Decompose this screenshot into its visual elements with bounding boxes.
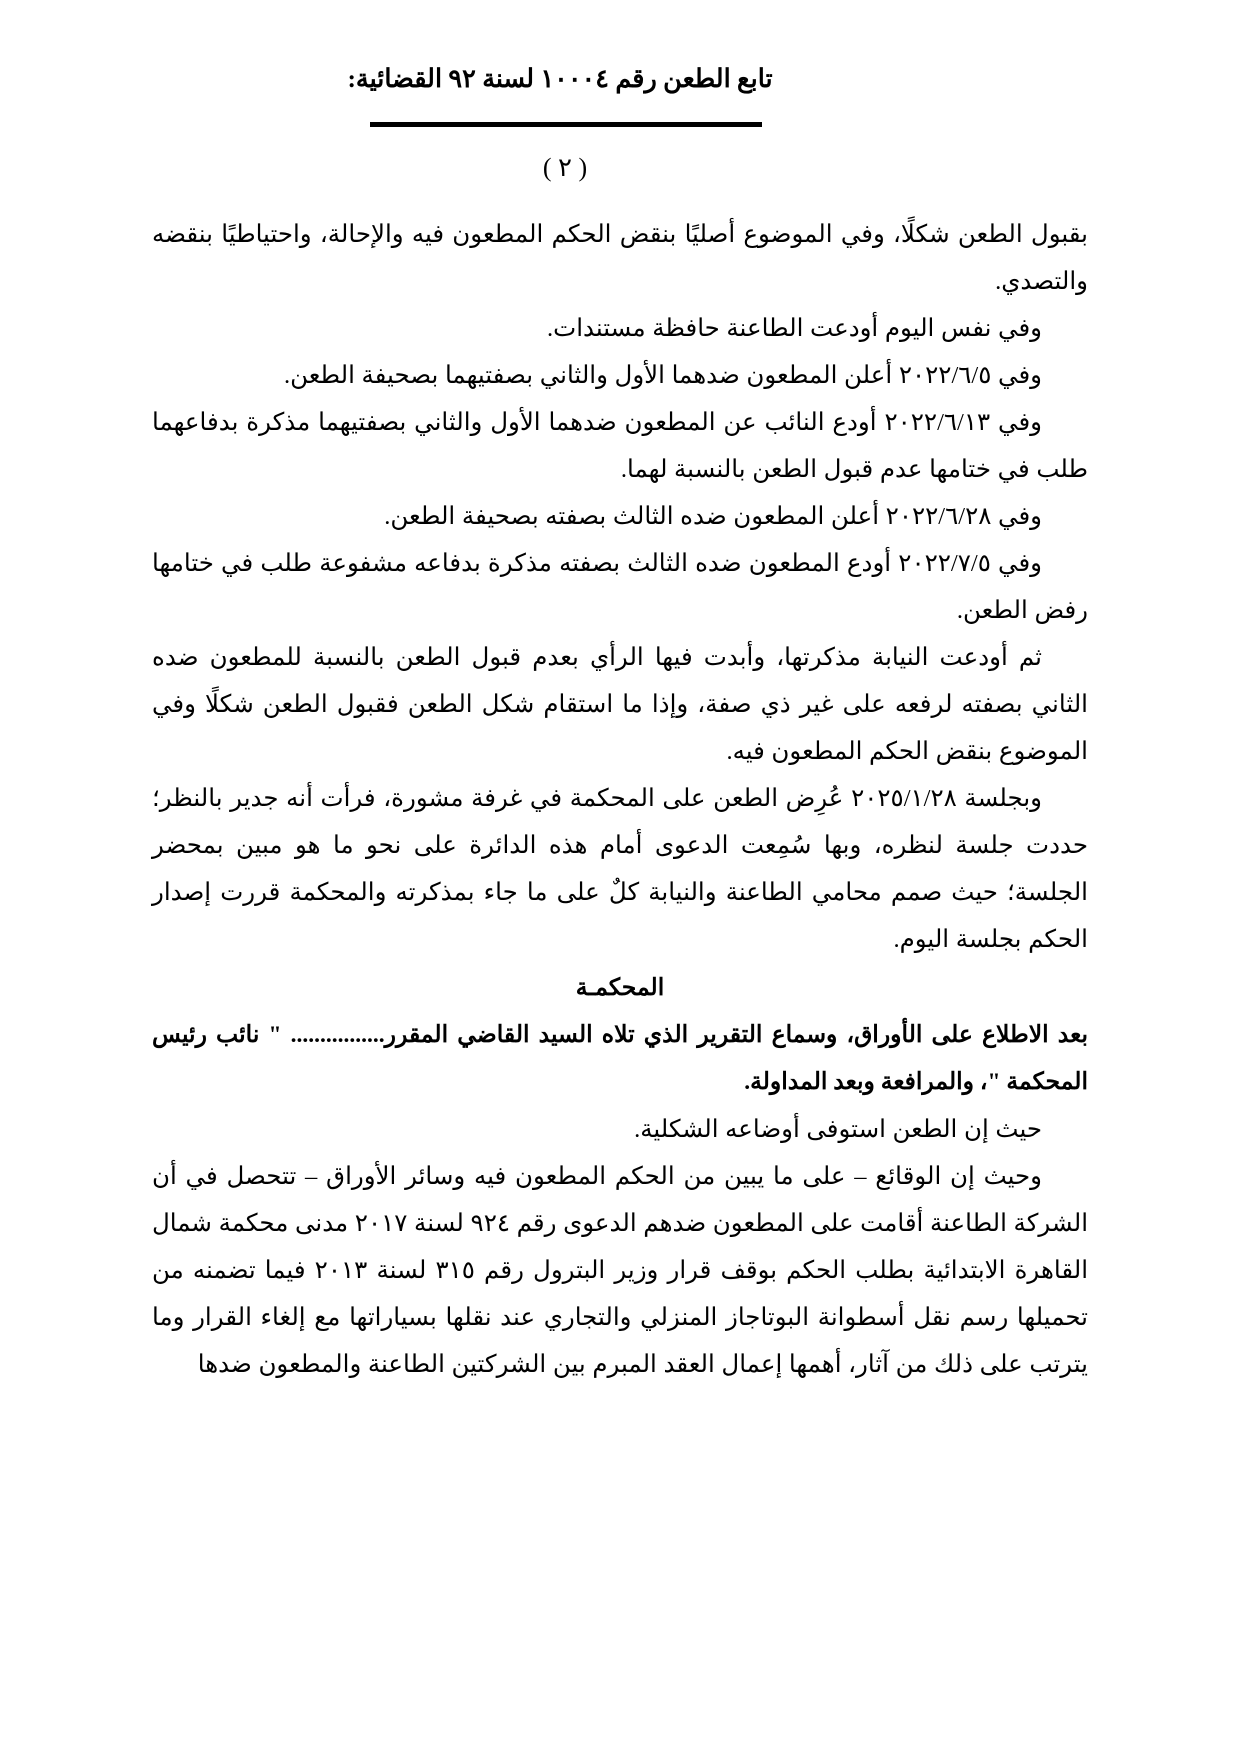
page-number: ( ٢ ) — [542, 153, 588, 183]
paragraph-request: بقبول الطعن شكلًا، وفي الموضوع أصليًا بنقض الحكم المطعون فيه والإحالة، واحتياطيًا بنقضه والتصدي. — [152, 221, 1088, 296]
header-divider — [152, 122, 1088, 127]
paragraph-prosecution-memo: ثم أودعت النيابة مذكرتها، وأبدت فيها الرأي بعدم قبول الطعن بالنسبة للمطعون ضده الثاني بصفته لرفعه على غير ذي صفة، وإذا ما استقام شكل الطعن فقبول الطعن شكلًا وفي الموضوع بنقض الحكم المطعون فيه. — [152, 644, 1088, 766]
paragraph-formalities: حيث إن الطعن استوفى أوضاعه الشكلية. — [634, 1116, 1042, 1144]
paragraph-session-2025-01-28: وبجلسة ٢٠٢٥/١/٢٨ عُرِض الطعن على المحكمة في غرفة مشورة، فرأت أنه جدير بالنظر؛ حددت جلسة لنظره، وبها سُمِعت الدعوى أمام هذه الدائرة على نحو ما هو مبين بمحضر الجلسة؛ حيث صمم محامي الطاعنة والنيابة كلٌ على ما جاء بمذكرته والمحكمة قررت إصدار الحكم بجلسة اليوم. — [152, 785, 1088, 954]
paragraph-facts: وحيث إن الوقائع – على ما يبين من الحكم المطعون فيه وسائر الأوراق – تتحصل في أن الشركة الطاعنة أقامت على المطعون ضدهم الدعوى رقم ٩٢٤ لسنة ٢٠١٧ مدنى محكمة شمال القاهرة الابتدائية بطلب الحكم بوقف قرار وزير البترول رقم ٣١٥ لسنة ٢٠١٣ فيما تضمنه من تحميلها رسم نقل أسطوانة البوتاجاز المنزلي والتجاري عند نقلها بسياراتها مع إلغاء القرار وما يترتب على ذلك من آثار، أهمها إعمال العقد المبرم بين الشركتين الطاعنة والمطعون ضدها — [152, 1163, 1088, 1379]
double-rule — [370, 122, 762, 127]
court-section-heading: المحكمـة — [575, 975, 665, 1002]
paragraph-memo-2022-06-13: وفي ٢٠٢٢/٦/١٣ أودع النائب عن المطعون ضدهما الأول والثاني بصفتيهما مذكرة بدفاعهما طلب في ختامها عدم قبول الطعن بالنسبة لهما. — [152, 409, 1088, 484]
document-body — [152, 211, 1088, 1388]
paragraph-notice-2022-06-05: وفي ٢٠٢٢/٦/٥ أعلن المطعون ضدهما الأول والثاني بصفتيهما بصحيفة الطعن. — [283, 362, 1042, 390]
paragraph-notice-2022-06-28: وفي ٢٠٢٢/٦/٢٨ أعلن المطعون ضده الثالث بصفته بصحيفة الطعن. — [384, 503, 1042, 531]
paragraph-same-day-documents: وفي نفس اليوم أودعت الطاعنة حافظة مستندات. — [547, 315, 1042, 343]
paragraph-after-review: بعد الاطلاع على الأوراق، وسماع التقرير الذي تلاه السيد القاضي المقرر................ " نائب رئيس المحكمة "، والمرافعة وبعد المداولة. — [152, 1022, 1088, 1096]
document-header: تابع الطعن رقم ١٠٠٠٤ لسنة ٩٢ القضائية: — [347, 64, 773, 93]
paragraph-memo-2022-07-05: وفي ٢٠٢٢/٧/٥ أودع المطعون ضده الثالث بصفته مذكرة بدفاعه مشفوعة طلب في ختامها رفض الطعن. — [152, 550, 1088, 625]
